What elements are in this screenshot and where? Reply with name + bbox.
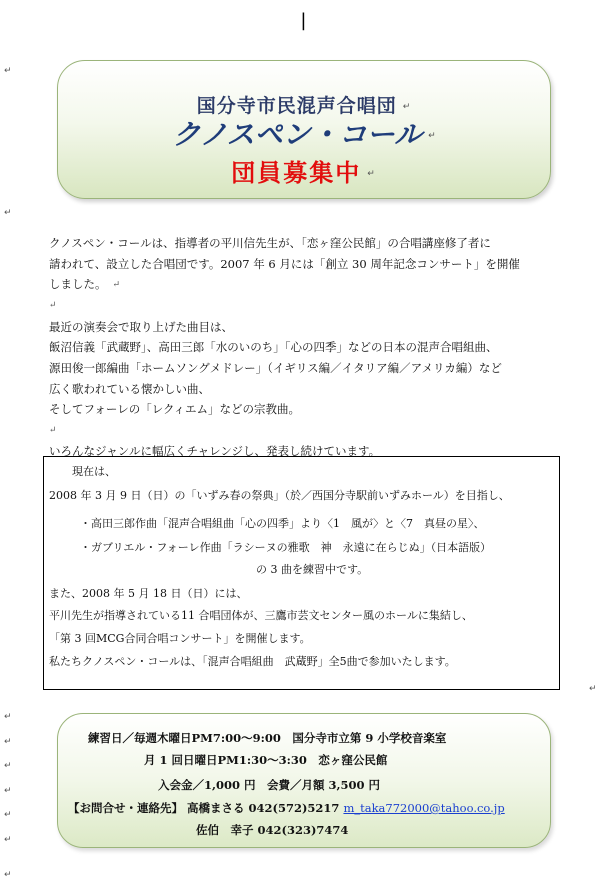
- email-link[interactable]: m_taka772000@tahoo.co.jp: [343, 801, 505, 815]
- paragraph-mark: ↵: [589, 684, 597, 694]
- choir-subtitle-text: 国分寺市民混声合唱団: [196, 95, 397, 117]
- closing-line: いろんなジャンルに幅広くチャレンジし、発表し続けています。: [49, 444, 381, 459]
- practice-line: 平川先生が指導されている11 合唱団体が、三鷹市芸文センター風のホールに集結し、: [49, 609, 473, 622]
- intro-line: 請われて、設立した合唱団です。2007 年 6 月には「創立 30 周年記念コンサート」を開催: [49, 256, 520, 271]
- choir-name: [58, 113, 550, 153]
- schedule-weekly: 練習日／毎週木曜日PM7:00～9:00 国分寺市立第 9 小学校音楽室: [88, 731, 447, 745]
- practice-item: ・高田三郎作曲「混声合唱組曲「心の四季」より〈1 風が〉と〈7 真昼の星〉、: [80, 517, 485, 530]
- paragraph-mark: ↵: [49, 301, 57, 312]
- paragraph-mark: ↵: [4, 810, 12, 820]
- paragraph-mark: ↵: [4, 712, 12, 722]
- paragraph-mark: ↵: [4, 737, 12, 747]
- schedule-monthly: 月 1 回日曜日PM1:30～3:30 恋ヶ窪公民館: [144, 753, 388, 767]
- paragraph-mark: ↵: [367, 169, 377, 179]
- paragraph-mark: ↵: [4, 870, 12, 880]
- title-banner: [57, 60, 551, 199]
- paragraph-mark: ↵: [4, 208, 12, 218]
- practice-now: 現在は、: [72, 465, 116, 478]
- repertoire-line: 最近の演奏会で取り上げた曲目は、: [49, 319, 233, 334]
- repertoire-line: 広く歌われている懐かしい曲、: [49, 381, 210, 396]
- practice-line: 私たちクノスペン・コールは、「混声合唱組曲 武蔵野」全5曲で参加いたします。: [49, 655, 456, 668]
- contact-person-1: 高橋まさる 042(572)5217: [187, 801, 340, 815]
- practice-item: ・ガブリエル・フォーレ作曲「ラシーヌの雅歌 神 永遠に在らじぬ」（日本語版）: [80, 541, 492, 554]
- practice-announcement-box: [43, 456, 560, 690]
- introduction-text: [49, 233, 569, 462]
- practice-item: の 3 曲を練習中です。: [256, 563, 369, 576]
- inquiry-label: 【お問合せ・連絡先】: [68, 801, 183, 815]
- membership-fees: 入会金／1,000 円 会費／月額 3,500 円: [158, 778, 381, 792]
- repertoire-line: そしてフォーレの「レクィエム」などの宗教曲。: [49, 402, 301, 417]
- paragraph-mark: ↵: [49, 425, 57, 436]
- contact-info-box: [57, 713, 551, 848]
- paragraph-mark: ↵: [4, 786, 12, 796]
- contact-line: [68, 800, 505, 816]
- recruiting-text: 団員募集中: [231, 159, 362, 187]
- repertoire-line: 源田俊一郎編曲「ホームソングメドレー」（イギリス編／イタリア編／アメリカ編）など: [49, 360, 502, 375]
- paragraph-mark: ↵: [4, 66, 12, 76]
- intro-line: クノスペン・コールは、指導者の平川信先生が、「恋ヶ窪公民館」の合唱講座修了者に: [49, 236, 491, 250]
- intro-line: [49, 274, 569, 295]
- choir-name-text: クノスペン・コール: [172, 118, 423, 151]
- text-cursor: |: [298, 10, 309, 31]
- paragraph-mark: ↵: [4, 761, 12, 771]
- intro-line-text: しました。: [49, 277, 107, 292]
- paragraph-mark: ↵: [112, 279, 121, 290]
- practice-line: 2008 年 3 月 9 日（日）の「いずみ春の祭典」（於／西国分寺駅前いずみホール）を目指し、: [49, 489, 510, 502]
- contact-person-2: 佐伯 幸子 042(323)7474: [196, 823, 349, 837]
- blank-line: [49, 420, 569, 441]
- practice-line: また、2008 年 5 月 18 日（日）には、: [49, 587, 248, 600]
- paragraph-mark: ↵: [4, 835, 12, 845]
- recruiting-heading: [58, 153, 550, 188]
- practice-line: 「第 3 回MCG合同合唱コンサート」を開催します。: [49, 632, 311, 645]
- blank-line: [49, 295, 569, 316]
- paragraph-mark: ↵: [428, 131, 436, 141]
- paragraph-mark: ↵: [402, 101, 412, 112]
- repertoire-line: 飯沼信義「武蔵野」、高田三郎「水のいのち」「心の四季」などの日本の混声合唱組曲、: [49, 340, 498, 355]
